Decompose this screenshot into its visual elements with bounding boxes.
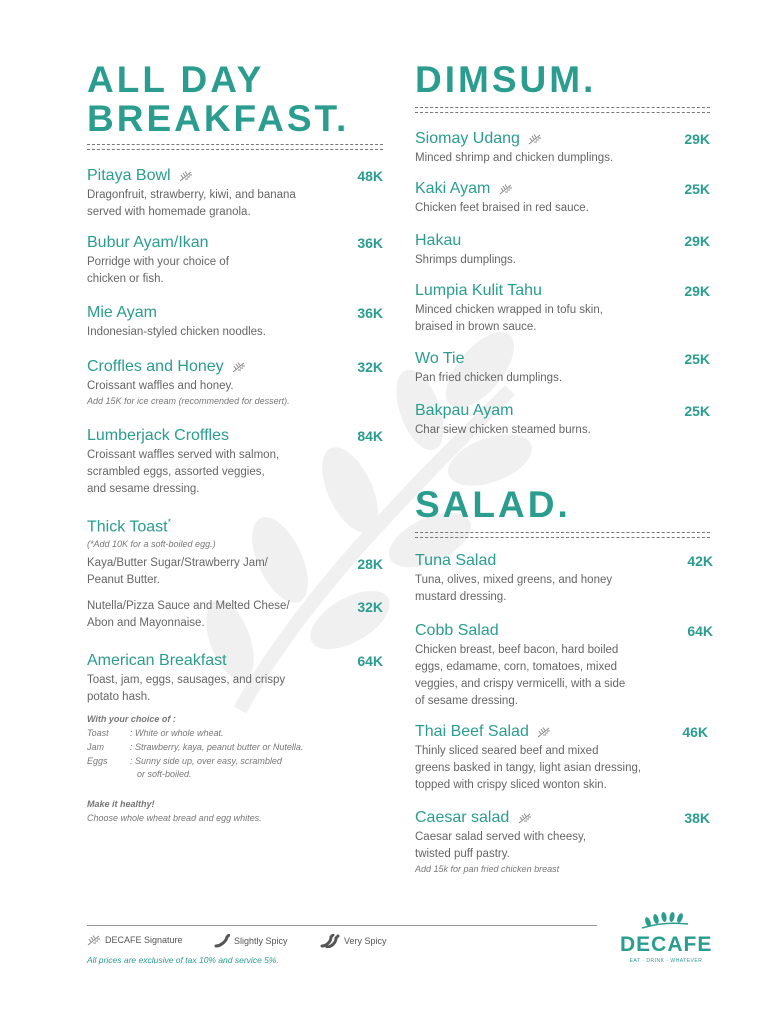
item-description: Caesar salad served with cheesy, twisted puff pastry. [415,831,587,860]
item-mark: * [167,517,172,527]
item-price: 46K [682,724,708,740]
signature-icon [528,133,542,145]
dimsum-divider [415,107,710,113]
item-description: Porridge with your choice of chicken or fish. [87,256,229,285]
item-price: 32K [357,359,383,375]
menu-item-siomay-udang [415,130,710,167]
item-price: 28K [357,556,383,572]
item-price: 29K [684,283,710,299]
dimsum-title: DIMSUM. [415,59,597,100]
choice-row: Toast : White or whole wheat. [87,728,224,738]
salad-title: SALAD. [415,484,571,525]
item-description: Croissant waffles and honey. [87,380,234,392]
item-name: Wo Tie [415,350,465,367]
thick-toast-option: Nutella/Pizza Sauce and Melted Chese/ Abon and Mayonnaise. 32K [87,599,383,629]
signature-icon [499,183,513,195]
item-description: Char siew chicken steamed burns. [415,424,591,436]
item-description: Pan fried chicken dumplings. [415,372,563,384]
item-name: Pitaya Bowl [87,167,171,184]
item-name: Caesar salad [415,809,510,826]
legend-signature: DECAFE Signature [87,934,183,946]
signature-icon [232,361,246,373]
item-name: Tuna Salad [415,552,497,569]
signature-icon [87,934,101,946]
menu-item-caesar-salad [415,809,710,876]
item-name: Thick Toast [87,518,168,536]
item-note: Add 15K for ice cream (recommended for dessert). [87,396,290,406]
decafe-leaf-logo-icon [640,910,690,932]
choice-row: Jam : Strawberry, kaya, peanut butter or Nutella. [87,742,304,752]
item-price: 25K [684,403,710,419]
item-description: Chicken breast, beef bacon, hard boiled eggs, edamame, corn, tomatoes, mixed veggies, and crispy vermicelli, with a side of sesame dressing. [415,644,626,707]
menu-item-american-breakfast [87,652,383,706]
item-description: Toast, jam, eggs, sausages, and crispy potato hash. [87,674,286,703]
item-price: 36K [357,305,383,321]
menu-item-tuna-salad [415,552,713,606]
menu-item-thick-toast [87,513,383,551]
footer-rule [87,925,597,926]
breakfast-title: ALL DAY BREAKFAST. [87,59,350,139]
item-price: 36K [357,235,383,251]
item-name: Lumpia Kulit Tahu [415,282,542,299]
item-name: American Breakfast [87,652,227,669]
item-description: Indonesian-styled chicken noodles. [87,326,267,338]
brand-name: DECAFE [620,933,713,956]
item-name: Bubur Ayam/Ikan [87,234,209,251]
choice-row: Eggs : Sunny side up, over easy, scrambled or soft-boiled. [87,756,282,779]
brand-tagline: EAT · DRINK · WHATEVER [629,958,703,964]
item-price: 84K [357,428,383,444]
menu-item-bakpau-ayam [415,402,710,439]
item-description: Minced shrimp and chicken dumplings. [415,152,614,164]
item-description: Minced chicken wrapped in tofu skin, braised in brown sauce. [415,304,603,333]
legend-very-spicy: Very Spicy [320,934,387,948]
item-name: Mie Ayam [87,304,157,321]
menu-item-croffles-and-honey [87,358,383,408]
menu-item-hakau [415,232,710,269]
menu-item-pitaya-bowl [87,167,383,221]
item-price: 64K [687,623,713,639]
item-price: 29K [684,233,710,249]
item-price: 38K [684,810,710,826]
breakfast-divider [87,144,383,150]
menu-item-cobb-salad [415,622,713,710]
item-price: 32K [357,599,383,615]
item-description: Croissant waffles served with salmon, scrambled eggs, assorted veggies, and sesame dressing. [87,449,280,495]
menu-item-wo-tie [415,350,710,387]
item-name: Thai Beef Salad [415,723,529,740]
menu-item-mie-ayam [87,304,383,341]
menu-item-lumberjack-croffles [87,427,383,498]
item-description: Dragonfruit, strawberry, kiwi, and banana served with homemade granola. [87,189,296,218]
item-description: Thinly sliced seared beef and mixed greens basked in tangy, light asian dressing, topped with crispy sliced wonton skin. [415,745,642,791]
menu-item-thai-beef-salad [415,723,708,794]
healthy-text: Choose whole wheat bread and egg whites. [87,813,262,823]
tax-note: All prices are exclusive of tax 10% and service 5%. [87,955,279,965]
signature-icon [518,812,532,824]
healthy-title: Make it healthy! [87,799,155,809]
item-description: Shrimps dumplings. [415,254,516,266]
item-name: Bakpau Ayam [415,402,514,419]
item-name: Lumberjack Croffles [87,427,229,444]
item-name: Kaki Ayam [415,180,491,197]
menu-item-kaki-ayam [415,180,710,217]
signature-icon [179,170,193,182]
item-name: Cobb Salad [415,622,499,639]
item-note: Add 15k for pan fried chicken breast [415,864,560,874]
item-description: Tuna, olives, mixed greens, and honey mustard dressing. [415,574,613,603]
salad-divider [415,532,710,538]
thick-toast-option: Kaya/Butter Sugar/Strawberry Jam/ Peanut Butter. 28K [87,556,383,586]
item-name: Siomay Udang [415,130,520,147]
item-price: 48K [357,168,383,184]
item-name: Croffles and Honey [87,358,224,375]
item-description: Chicken feet braised in red sauce. [415,202,589,214]
menu-item-bubur-ayam-ikan [87,234,383,288]
item-price: 29K [684,131,710,147]
item-price: 64K [357,653,383,669]
item-price: 25K [684,181,710,197]
item-price: 42K [687,553,713,569]
item-name: Hakau [415,232,462,249]
chili-icon [214,934,230,948]
item-note: (*Add 10K for a soft-boiled egg.) [87,539,216,550]
choice-title: With your choice of : [87,714,176,724]
signature-icon [537,726,551,738]
legend-slightly-spicy: Slightly Spicy [214,934,288,948]
item-price: 25K [684,351,710,367]
double-chili-icon [320,934,340,948]
menu-item-lumpia-kulit-tahu [415,282,710,336]
